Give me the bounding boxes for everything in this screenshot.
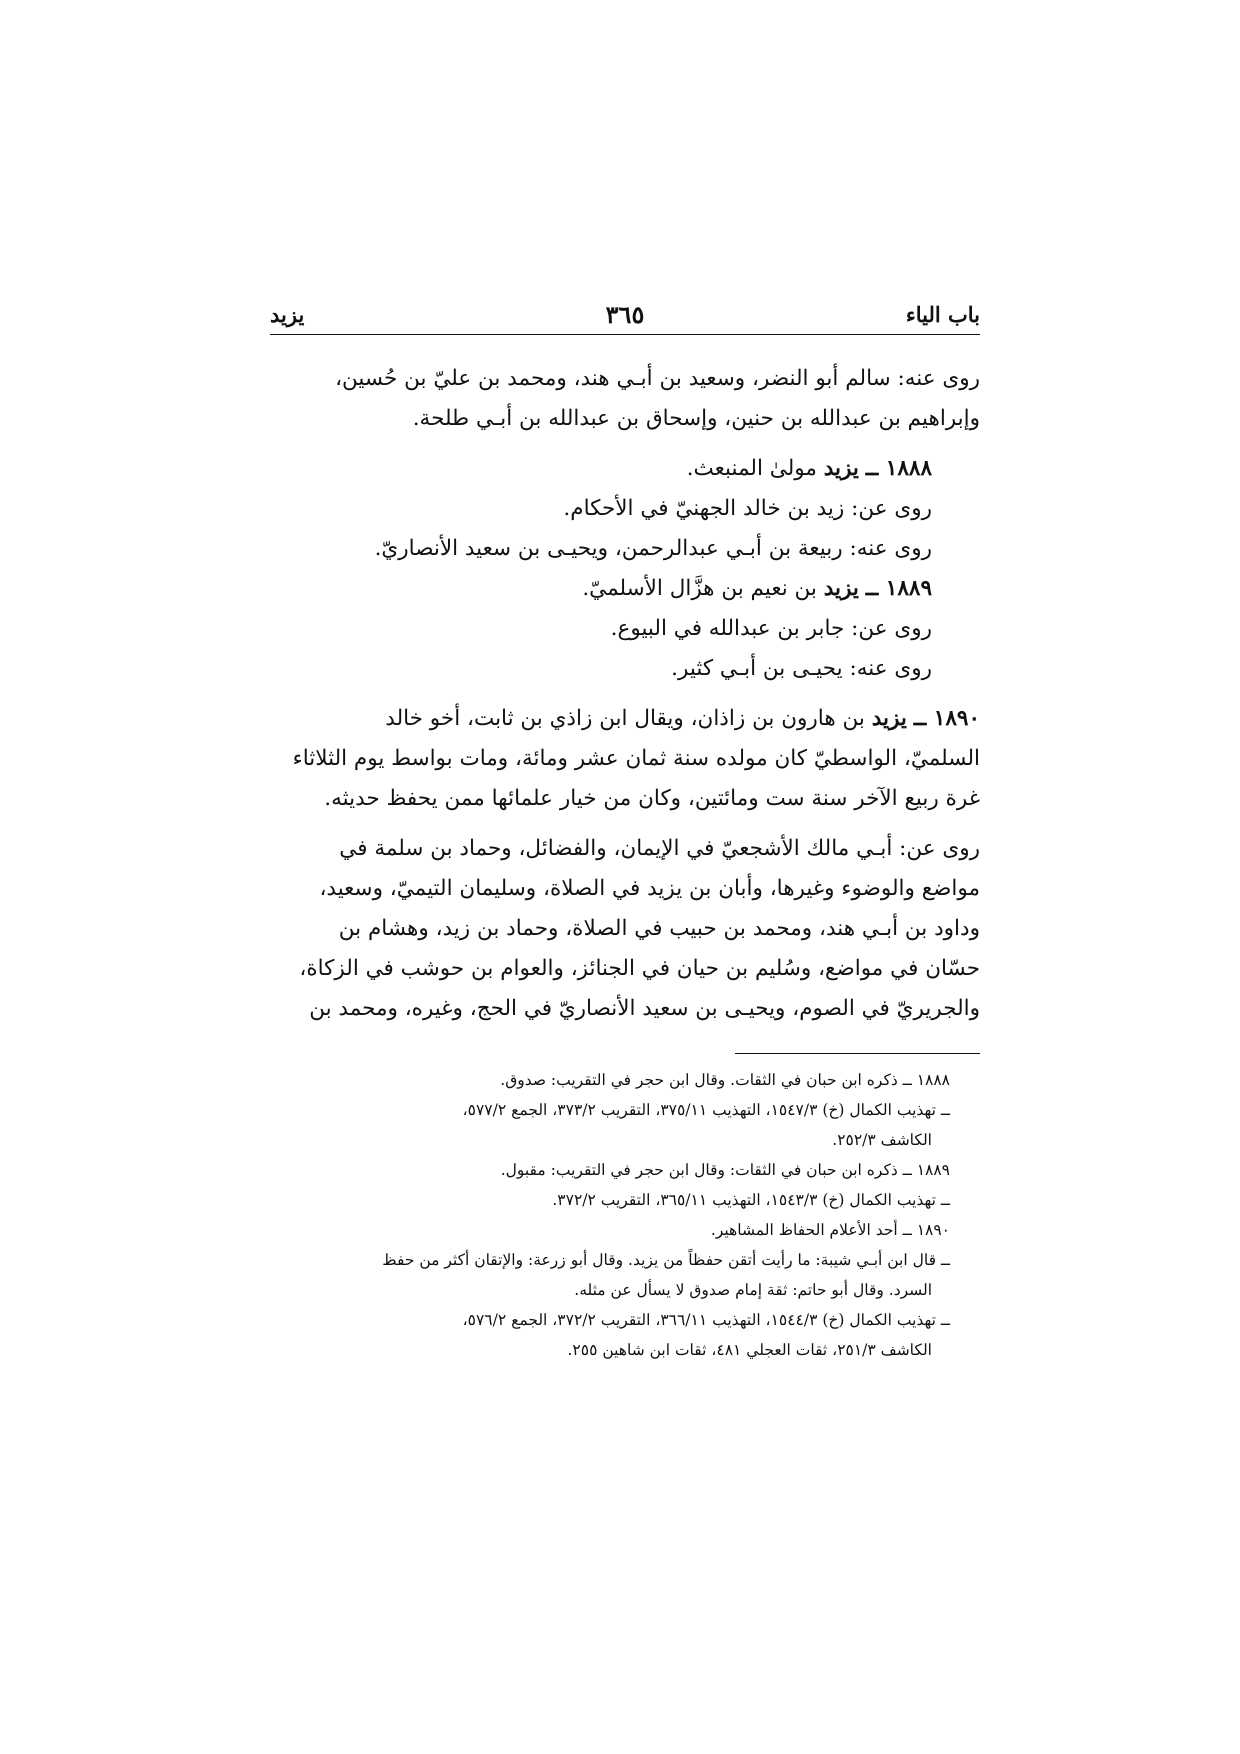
- footnote-line: الكاشف ٢٥٢/٣.: [832, 1131, 932, 1149]
- text-line: والجريريّ في الصوم، ويحيـى بن سعيد الأنصاريّ في الحج، وغيره، ومحمد بن: [309, 996, 980, 1021]
- text-line: وداود بن أبـي هند، ومحمد بن حبيب في الصلاة، وحماد بن زيد، وهشام بن: [338, 916, 980, 941]
- text-line: السلميّ، الواسطيّ كان مولده سنة ثمان عشر ومائة، ومات بواسط يوم الثلاثاء: [292, 746, 980, 771]
- text-line: روى عنه: سالم أبو النضر، وسعيد بن أبـي هند، ومحمد بن عليّ بن حُسين،: [335, 366, 980, 391]
- text-line: مواضع والوضوء وغيرها، وأبان بن يزيد في الصلاة، وسليمان التيميّ، وسعيد،: [319, 876, 980, 901]
- text-line: حسّان في مواضع، وسُليم بن حيان في الجنائز، والعوام بن حوشب في الزكاة،: [299, 956, 980, 981]
- footnote-line: ١٨٨٩ ــ ذكره ابن حبان في الثقات: وقال ابن حجر في التقريب: مقبول.: [500, 1161, 950, 1179]
- text-line: روى عن: جابر بن عبدالله في البيوع.: [610, 616, 932, 641]
- footnote-line: ــ قال ابن أبـي شيبة: ما رأيت أتقن حفظاً من يزيد. وقال أبو زرعة: والإتقان أكثر من حفظ: [382, 1251, 950, 1269]
- running-head: [270, 300, 980, 335]
- footnote-line: ــ تهذيب الكمال (خ) ١٥٤٤/٣، التهذيب ٣٦٦/١١، التقريب ٣٧٢/٢، الجمع ٥٧٦/٢،: [462, 1311, 950, 1329]
- entry-name: يزيد: [871, 706, 907, 731]
- entry-1888-heading: [270, 449, 980, 489]
- page-number: ٣٦٥: [605, 300, 645, 329]
- text-line: وإبراهيم بن عبدالله بن حنين، وإسحاق بن عبدالله بن أبـي طلحة.: [412, 406, 980, 431]
- footnote-rule: [735, 1053, 980, 1054]
- entry-name: يزيد: [823, 456, 859, 481]
- entry-rest: بن هارون بن زاذان، ويقال ابن زاذي بن ثابت، أخو خالد: [385, 706, 865, 731]
- entry-number: ١٨٨٩ ــ: [865, 576, 932, 601]
- entry-name: يزيد: [823, 576, 859, 601]
- footnote-line: السرد. وقال أبو حاتم: ثقة إمام صدوق لا يسأل عن مثله.: [574, 1281, 932, 1299]
- page-content: [270, 300, 980, 1365]
- entry-rest: مولىٰ المنبعث.: [686, 456, 817, 481]
- footnotes: [270, 1053, 980, 1365]
- entry-rest: بن نعيم بن هزَّال الأسلميّ.: [582, 576, 817, 601]
- text-line: روى عنه: ربيعة بن أبـي عبدالرحمن، ويحيـى بن سعيد الأنصاريّ.: [374, 536, 932, 561]
- footnote-line: ــ تهذيب الكمال (خ) ١٥٤٣/٣، التهذيب ٣٦٥/١١، التقريب ٣٧٢/٢.: [552, 1191, 950, 1209]
- entry-1889-heading: [270, 569, 980, 609]
- footnote-line: ١٨٩٠ ــ أحد الأعلام الحفاظ المشاهير.: [710, 1221, 950, 1239]
- footnote-line: ــ تهذيب الكمال (خ) ١٥٤٧/٣، التهذيب ٣٧٥/١١، التقريب ٣٧٣/٢، الجمع ٥٧٧/٢،: [462, 1101, 950, 1119]
- text-line: روى عن: أبـي مالك الأشجعيّ في الإيمان، والفضائل، وحماد بن سلمة في: [339, 836, 980, 861]
- footnote-line: الكاشف ٢٥١/٣، ثقات العجلي ٤٨١، ثقات ابن شاهين ٢٥٥.: [567, 1341, 932, 1359]
- chapter-title: باب الياء: [905, 302, 980, 327]
- text-line: روى عنه: يحيـى بن أبـي كثير.: [671, 656, 932, 681]
- footnote-line: ١٨٨٨ ــ ذكره ابن حبان في الثقات. وقال ابن حجر في التقريب: صدوق.: [500, 1071, 950, 1089]
- text-line: روى عن: زيد بن خالد الجهنيّ في الأحكام.: [563, 496, 932, 521]
- entry-number: ١٨٨٨ ــ: [865, 456, 932, 481]
- entry-number: ١٨٩٠ ــ: [913, 706, 980, 731]
- text-line: غرة ربيع الآخر سنة ست ومائتين، وكان من خيار علمائها ممن يحفظ حديثه.: [324, 786, 980, 811]
- entry-1890-heading: [270, 699, 980, 739]
- main-text: [270, 359, 980, 1029]
- running-name: يزيد: [270, 302, 305, 327]
